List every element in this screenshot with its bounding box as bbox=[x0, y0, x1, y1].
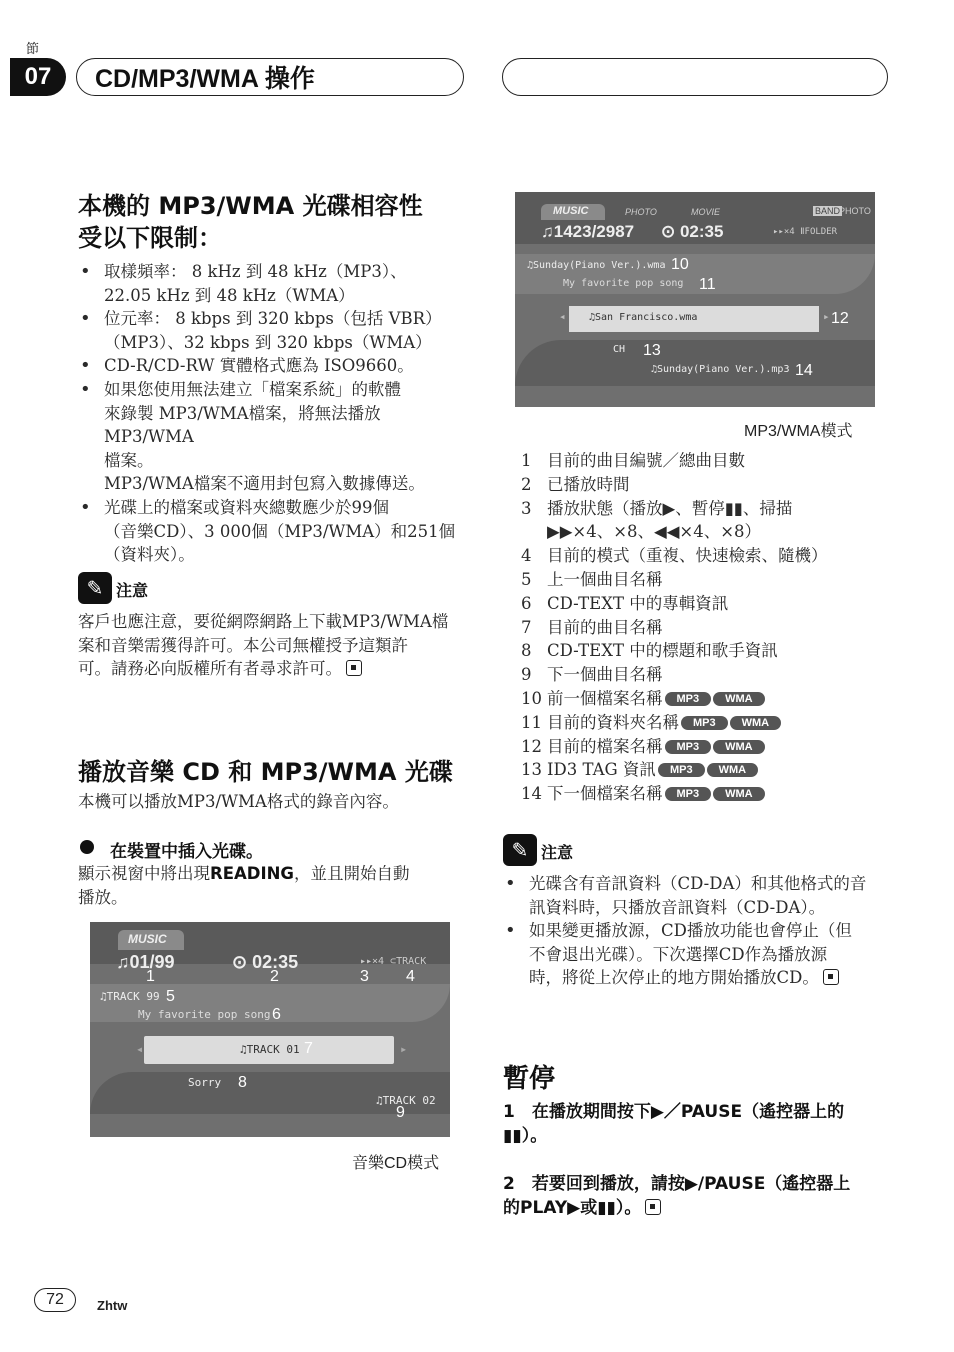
legend-item: 6 CD-TEXT 中的專輯資訊 bbox=[521, 593, 729, 613]
legend-item: 5 上一個曲目名稱 bbox=[521, 569, 663, 589]
callout-11: 11 bbox=[699, 276, 716, 293]
music-tab: MUSIC bbox=[128, 932, 167, 946]
band-badge: BAND bbox=[815, 206, 841, 216]
pause-step-2: 2 若要回到播放，請按▶/PAUSE（遙控器上 的PLAY▶或▮▮）。 bbox=[503, 1174, 851, 1218]
track-counter: ♫1423/2987 bbox=[541, 222, 635, 241]
callout-8: 8 bbox=[238, 1074, 247, 1091]
music-tab: MUSIC bbox=[553, 205, 589, 217]
legend-item: 9 下一個曲目名稱 bbox=[521, 665, 663, 685]
current-file: ♫San Francisco.wma bbox=[589, 312, 698, 323]
step-text: 在裝置中插入光碟。 bbox=[110, 842, 263, 862]
legend-item: 10 前一個檔案名稱 MP3 WMA bbox=[521, 687, 891, 711]
mp3-tag: MP3 bbox=[681, 716, 728, 730]
header-pill-empty bbox=[502, 58, 888, 96]
movie-tab: MOVIE bbox=[691, 207, 721, 217]
callout-10: 10 bbox=[671, 256, 689, 273]
step-desc: 顯示視窗中將出現READING，並且開始自動 播放。 bbox=[78, 864, 410, 907]
end-mark-icon bbox=[823, 969, 839, 985]
legend-item: 8 CD-TEXT 中的標題和歌手資訊 bbox=[521, 641, 778, 661]
mp3-tag: MP3 bbox=[665, 787, 712, 801]
artist-info: Sorry bbox=[188, 1076, 222, 1089]
cd-caption: 音樂CD模式 bbox=[352, 1155, 440, 1172]
pause-step-1: 1 在播放期間按下▶／PAUSE（遙控器上的 ▮▮）。 bbox=[503, 1102, 845, 1146]
list-item: • 位元率： 8 kbps 到 320 kbps（包括 VBR） （MP3）、32 kbps 到 320 kbps（WMA） bbox=[78, 307, 468, 354]
section-label: 節 bbox=[26, 42, 40, 57]
legend-item: 12 目前的檔案名稱 MP3 WMA bbox=[521, 735, 891, 759]
next-file: ♫Sunday(Piano Ver.).mp3 bbox=[651, 364, 790, 375]
note-label: 注意 bbox=[116, 581, 149, 600]
mp3-tag: MP3 bbox=[665, 740, 712, 754]
play-status: ▸▸×4 ⅡFOLDER bbox=[773, 227, 838, 237]
legend-item: 7 目前的曲目名稱 bbox=[521, 617, 663, 637]
cd-mode-screen bbox=[90, 922, 450, 1137]
note2-list bbox=[503, 872, 893, 990]
callout-2: 2 bbox=[270, 968, 279, 985]
callout-7: 7 bbox=[304, 1040, 313, 1057]
pause-heading: 暫停 bbox=[503, 1064, 556, 1094]
list-item: • 如果您使用無法建立「檔案系統」的軟體 來錄製 MP3/WMA檔案，將無法播放MP3/WMA 檔案。 MP3/WMA檔案不適用封包寫入數據傳送。 bbox=[78, 378, 468, 496]
section-number: 07 bbox=[10, 58, 66, 96]
right-arrow-icon: ▸ bbox=[400, 1042, 408, 1056]
legend-item: 11 目前的資料夾名稱 MP3 WMA bbox=[521, 711, 891, 735]
left-arrow-icon: ◂ bbox=[559, 310, 566, 323]
chapter-title: CD/MP3/WMA 操作 bbox=[76, 58, 464, 96]
legend-item: 14 下一個檔案名稱 MP3 WMA bbox=[521, 782, 891, 806]
callout-6: 6 bbox=[272, 1006, 281, 1023]
step-bullet-icon bbox=[80, 840, 94, 854]
list-item: • CD-R/CD-RW 實體格式應為 ISO9660。 bbox=[78, 354, 468, 378]
play-heading: 播放音樂 CD 和 MP3/WMA 光碟 bbox=[78, 758, 453, 786]
list-item: • 取樣頻率： 8 kHz 到 48 kHz（MP3）、 22.05 kHz 到 48 kHz（WMA） bbox=[78, 260, 468, 307]
play-intro: 本機可以播放MP3/WMA格式的錄音內容。 bbox=[78, 792, 399, 811]
note-pencil-icon: ✎ bbox=[78, 572, 112, 604]
mp3-tag: MP3 bbox=[658, 763, 705, 777]
callout-5: 5 bbox=[166, 988, 175, 1005]
callout-4: 4 bbox=[406, 968, 415, 985]
list-item: • 光碟含有音訊資料（CD-DA）和其他格式的音 訊資料時，只播放音訊資料（CD-DA）。 bbox=[503, 872, 893, 919]
language-code: Zhtw bbox=[97, 1298, 128, 1313]
folder-name: My favorite pop song bbox=[563, 278, 684, 289]
note-label: 注意 bbox=[541, 843, 574, 862]
callout-1: 1 bbox=[146, 968, 155, 985]
current-track: ♫TRACK 01 bbox=[240, 1043, 300, 1056]
callout-9: 9 bbox=[396, 1104, 405, 1121]
elapsed-time: ⊙ 02:35 bbox=[232, 952, 299, 972]
mp3-mode-screen bbox=[515, 192, 875, 407]
legend-item: 13 ID3 TAG 資訊 MP3 WMA bbox=[521, 758, 891, 782]
legend-item: 1 目前的曲目編號／總曲目數 bbox=[521, 451, 745, 470]
note-text: 客戶也應注意，要從網際網路上下載MP3/WMA檔 案和音樂需獲得許可。本公司無權授予這類許 可。請務必向版權所有者尋求許可。 bbox=[78, 612, 449, 679]
wma-tag: WMA bbox=[713, 740, 765, 754]
note-pencil-icon: ✎ bbox=[503, 834, 537, 866]
left-arrow-icon: ◂ bbox=[136, 1042, 144, 1056]
wma-tag: WMA bbox=[707, 763, 759, 777]
callout-14: 14 bbox=[795, 362, 813, 379]
callout-13: 13 bbox=[643, 342, 661, 359]
end-mark-icon bbox=[645, 1199, 661, 1215]
legend-item: 4 目前的模式（重複、快速檢索、隨機） bbox=[521, 546, 828, 566]
prev-track: ♫TRACK 99 bbox=[100, 990, 160, 1003]
page-number: 72 bbox=[34, 1288, 76, 1312]
list-item: • 光碟上的檔案或資料夾總數應少於99個 （音樂CD）、3 000個（MP3/WMA）和251個 （資料夾）。 bbox=[78, 496, 468, 567]
mp3-caption: MP3/WMA模式 bbox=[744, 423, 853, 440]
callout-3: 3 bbox=[360, 968, 369, 985]
id3-tag: CH bbox=[613, 344, 626, 355]
compat-heading: 本機的 MP3/WMA 光碟相容性 受以下限制： bbox=[78, 192, 423, 252]
album-info: My favorite pop song bbox=[138, 1008, 271, 1021]
right-arrow-icon: ▸ bbox=[823, 310, 830, 323]
track-counter: ♫01/99 bbox=[116, 952, 175, 972]
compat-list bbox=[78, 260, 468, 567]
wma-tag: WMA bbox=[730, 716, 782, 730]
callout-legend bbox=[521, 449, 891, 806]
band-photo: PHOTO bbox=[839, 206, 871, 216]
wma-tag: WMA bbox=[713, 787, 765, 801]
mp3-tag: MP3 bbox=[665, 692, 712, 706]
end-mark-icon bbox=[346, 660, 362, 676]
prev-file: ♫Sunday(Piano Ver.).wma bbox=[527, 260, 666, 271]
list-item: • 如果變更播放源，CD播放功能也會停止（但 不會退出光碟）。下次選擇CD作為播放源 時，將從上次停止的地方開始播放CD。 bbox=[503, 919, 893, 990]
callout-12: 12 bbox=[831, 310, 849, 327]
legend-item: 2 已播放時間 bbox=[521, 474, 630, 494]
play-status: ▸▸×4 ⊂TRACK bbox=[360, 956, 427, 967]
photo-tab: PHOTO bbox=[625, 207, 657, 217]
wma-tag: WMA bbox=[713, 692, 765, 706]
next-track: ♫TRACK 02 bbox=[376, 1094, 436, 1107]
elapsed-time: ⊙ 02:35 bbox=[661, 222, 724, 241]
legend-item: 3 播放狀態（播放▶、暫停▮▮、掃描 ▶▶×4、×8、◀◀×4、×8） bbox=[521, 498, 793, 542]
